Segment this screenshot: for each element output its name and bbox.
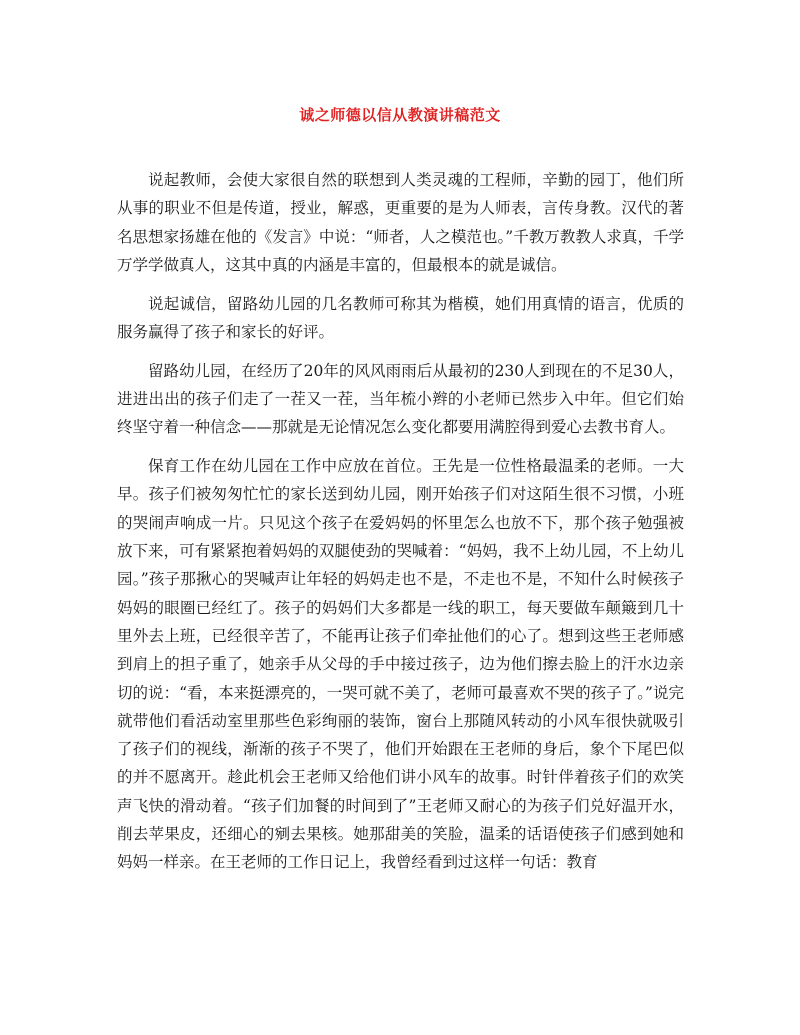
paragraph: 说起教师，会使大家很自然的联想到人类灵魂的工程师，辛勤的园丁，他们所从事的职业不但是传道，授业，解惑，更重要的是为人师表，言传身教。汉代的著名思想家扬雄在他的《发言》中说：“师者，人之模范也。”千教万教教人求真，千学万学学做真人，这其中真的内涵是丰富的，但最根本的就是诚信。 <box>117 171 684 274</box>
document-title: 诚之师德以信从教演讲稿范文 <box>299 106 501 124</box>
paragraph: 说起诚信，留路幼儿园的几名教师可称其为楷模，她们用真情的语言，优质的服务赢得了孩子和家长的好评。 <box>117 294 684 341</box>
paragraph: 留路幼儿园，在经历了20年的风风雨雨后从最初的230人到现在的不足30人，进进出出的孩子们走了一茬又一茬，当年梳小辫的小老师已然步入中年。但它们始终坚守着一种信念——那就是无论情况怎么变化都要用满腔得到爱心去教书育人。 <box>117 361 684 437</box>
document-body <box>117 166 684 877</box>
paragraph: 保育工作在幼儿园在工作中应放在首位。王先是一位性格最温柔的老师。一大早。孩子们被匆匆忙忙的家长送到幼儿园，刚开始孩子们对这陌生很不习惯，小班的哭闹声响成一片。只见这个孩子在爱妈妈的怀里怎么也放不下，那个孩子勉强被放下来，可有紧紧抱着妈妈的双腿使劲的哭喊着：“妈妈，我不上幼儿园，不上幼儿园。”孩子那揪心的哭喊声让年轻的妈妈走也不是，不走也不是，不知什么时候孩子妈妈的眼圈已经红了。孩子的妈妈们大多都是一线的职工，每天要做车颠簸到几十里外去上班，已经很辛苦了，不能再让孩子们牵扯他们的心了。想到这些王老师感到肩上的担子重了，她亲手从父母的手中接过孩子，边为他们擦去脸上的汗水边亲切的说：“看，本来挺漂亮的，一哭可就不美了，老师可最喜欢不哭的孩子了。”说完就带他们看活动室里那些色彩绚丽的装饰，窗台上那随风转动的小风车很快就吸引了孩子们的视线，渐渐的孩子不哭了，他们开始跟在王老师的身后，象个下尾巴似的并不愿离开。趁此机会王老师又给他们讲小风车的故事。时针伴着孩子们的欢笑声飞快的滑动着。“孩子们加餐的时间到了”王老师又耐心的为孩子们兑好温开水，削去苹果皮，还细心的剜去果核。她那甜美的笑脸，温柔的话语使孩子们感到她和妈妈一样亲。在王老师的工作日记上，我曾经看到过这样一句话：教育 <box>117 457 684 872</box>
